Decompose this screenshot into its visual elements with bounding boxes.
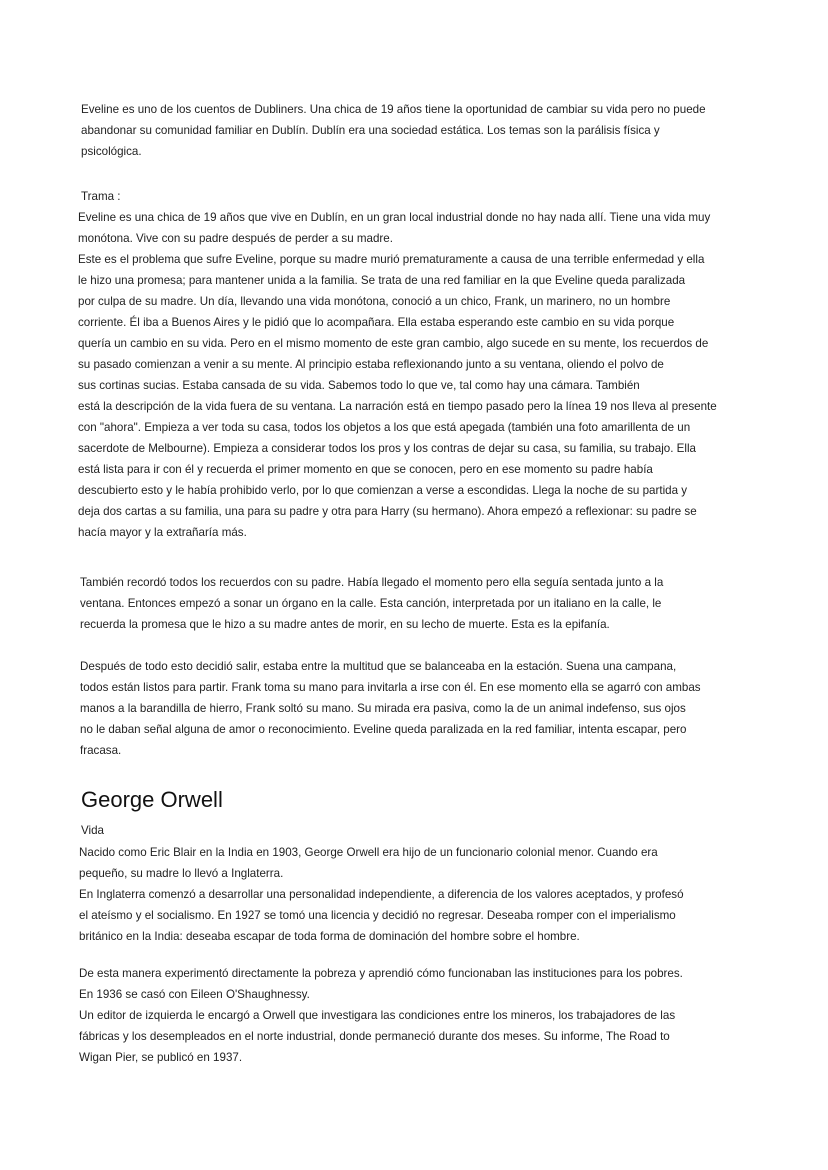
text-line: En Inglaterra comenzó a desarrollar una personalidad independiente, a diferencia de los valores aceptados, y profesó [79, 888, 684, 901]
text-line: pequeño, su madre lo llevó a Inglaterra. [79, 867, 284, 880]
vida-paragraph [79, 842, 684, 947]
text-line: psicológica. [81, 145, 142, 158]
text-line: De esta manera experimentó directamente la pobreza y aprendió cómo funcionaban las instituciones para los pobres. [79, 967, 683, 980]
text-line: con "ahora". Empieza a ver toda su casa, todos los objetos a los que está apegada (también una foto amarillenta de un [78, 421, 691, 434]
text-line: Este es el problema que sufre Eveline, porque su madre murió prematuramente a causa de una terrible enfermedad y ella [78, 253, 705, 266]
intro-paragraph [81, 99, 706, 162]
text-line: recuerda la promesa que le hizo a su madre antes de morir, en su lecho de muerte. Esta es la epifanía. [80, 618, 610, 631]
text-line: le hizo una promesa; para mantener unida a la familia. Se trata de una red familiar en la que Eveline queda paralizada [78, 274, 686, 287]
text-line: está la descripción de la vida fuera de su ventana. La narración está en tiempo pasado pero la línea 19 nos lleva al presente [78, 400, 717, 413]
text-line: También recordó todos los recuerdos con su padre. Había llegado el momento pero ella seguía sentada junto a la [80, 576, 664, 589]
text-line: Eveline es una chica de 19 años que vive en Dublín, en un gran local industrial donde no hay nada allí. Tiene una vida muy [78, 211, 711, 224]
trama-paragraph [78, 207, 717, 543]
text-line: Después de todo esto decidió salir, estaba entre la multitud que se balanceaba en la estación. Suena una campana, [80, 660, 677, 673]
text-line: Un editor de izquierda le encargó a Orwell que investigara las condiciones entre los mineros, los trabajadores de las [79, 1009, 676, 1022]
text-line: su pasado comienzan a venir a su mente. Al principio estaba reflexionando junto a su ventana, oliendo el polvo de [78, 358, 664, 371]
text-line: hacía mayor y la extrañaría más. [78, 526, 247, 539]
vida-label: Vida [81, 824, 104, 837]
text-line: abandonar su comunidad familiar en Dublín. Dublín era una sociedad estática. Los temas son la parálisis física y [81, 124, 660, 137]
text-line: todos están listos para partir. Frank toma su mano para invitarla a irse con él. En ese momento ella se agarró con ambas [80, 681, 701, 694]
george-orwell-heading: George Orwell [81, 787, 223, 812]
recuerdos-paragraph [80, 572, 663, 635]
text-line: sus cortinas sucias. Estaba cansada de su vida. Sabemos todo lo que ve, tal como hay una cámara. También [78, 379, 640, 392]
text-line: está lista para ir con él y recuerda el primer momento en que se conocen, pero en ese momento su padre había [78, 463, 653, 476]
text-line: Nacido como Eric Blair en la India en 1903, George Orwell era hijo de un funcionario colonial menor. Cuando era [79, 846, 658, 859]
text-line: por culpa de su madre. Un día, llevando una vida monótona, conoció a un chico, Frank, un marinero, no un hombre [78, 295, 671, 308]
text-line: Wigan Pier, se publicó en 1937. [79, 1051, 243, 1064]
text-line: fracasa. [80, 744, 122, 757]
text-line: no le daban señal alguna de amor o reconocimiento. Eveline queda paralizada en la red familiar, intenta escapar, pero [80, 723, 687, 736]
text-line: ventana. Entonces empezó a sonar un órgano en la calle. Esta canción, interpretada por un italiano en la calle, le [80, 597, 662, 610]
text-line: quería un cambio en su vida. Pero en el mismo momento de este gran cambio, algo sucede en su mente, los recuerdos de [78, 337, 709, 350]
text-line: manos a la barandilla de hierro, Frank soltó su mano. Su mirada era pasiva, como la de un animal indefenso, sus ojos [80, 702, 686, 715]
trama-label: Trama : [81, 190, 121, 203]
text-line: monótona. Vive con su padre después de perder a su madre. [78, 232, 393, 245]
text-line: deja dos cartas a su familia, una para su padre y otra para Harry (su hermano). Ahora empezó a reflexionar: su padre se [78, 505, 697, 518]
text-line: En 1936 se casó con Eileen O'Shaughnessy. [79, 988, 310, 1001]
text-line: sacerdote de Melbourne). Empieza a considerar todos los pros y los contras de dejar su casa, su familia, su trabajo. Ella [78, 442, 697, 455]
text-line: británico en la India: deseaba escapar de toda forma de dominación del hombre sobre el hombre. [79, 930, 580, 943]
salida-paragraph [80, 656, 701, 761]
text-line: descubierto esto y le había prohibido verlo, por lo que comienzan a verse a escondidas. Llega la noche de su partida y [78, 484, 688, 497]
text-line: Eveline es uno de los cuentos de Dubliners. Una chica de 19 años tiene la oportunidad de cambiar su vida pero no puede [81, 103, 706, 116]
text-line: el ateísmo y el socialismo. En 1927 se tomó una licencia y decidió no regresar. Deseaba romper con el imperialismo [79, 909, 676, 922]
text-line: corriente. Él iba a Buenos Aires y le pidió que lo acompañara. Ella estaba esperando este cambio en su vida porque [78, 316, 675, 329]
pobreza-paragraph [79, 963, 683, 1068]
text-line: fábricas y los desempleados en el norte industrial, donde permaneció durante dos meses. Su informe, The Road to [79, 1030, 670, 1043]
